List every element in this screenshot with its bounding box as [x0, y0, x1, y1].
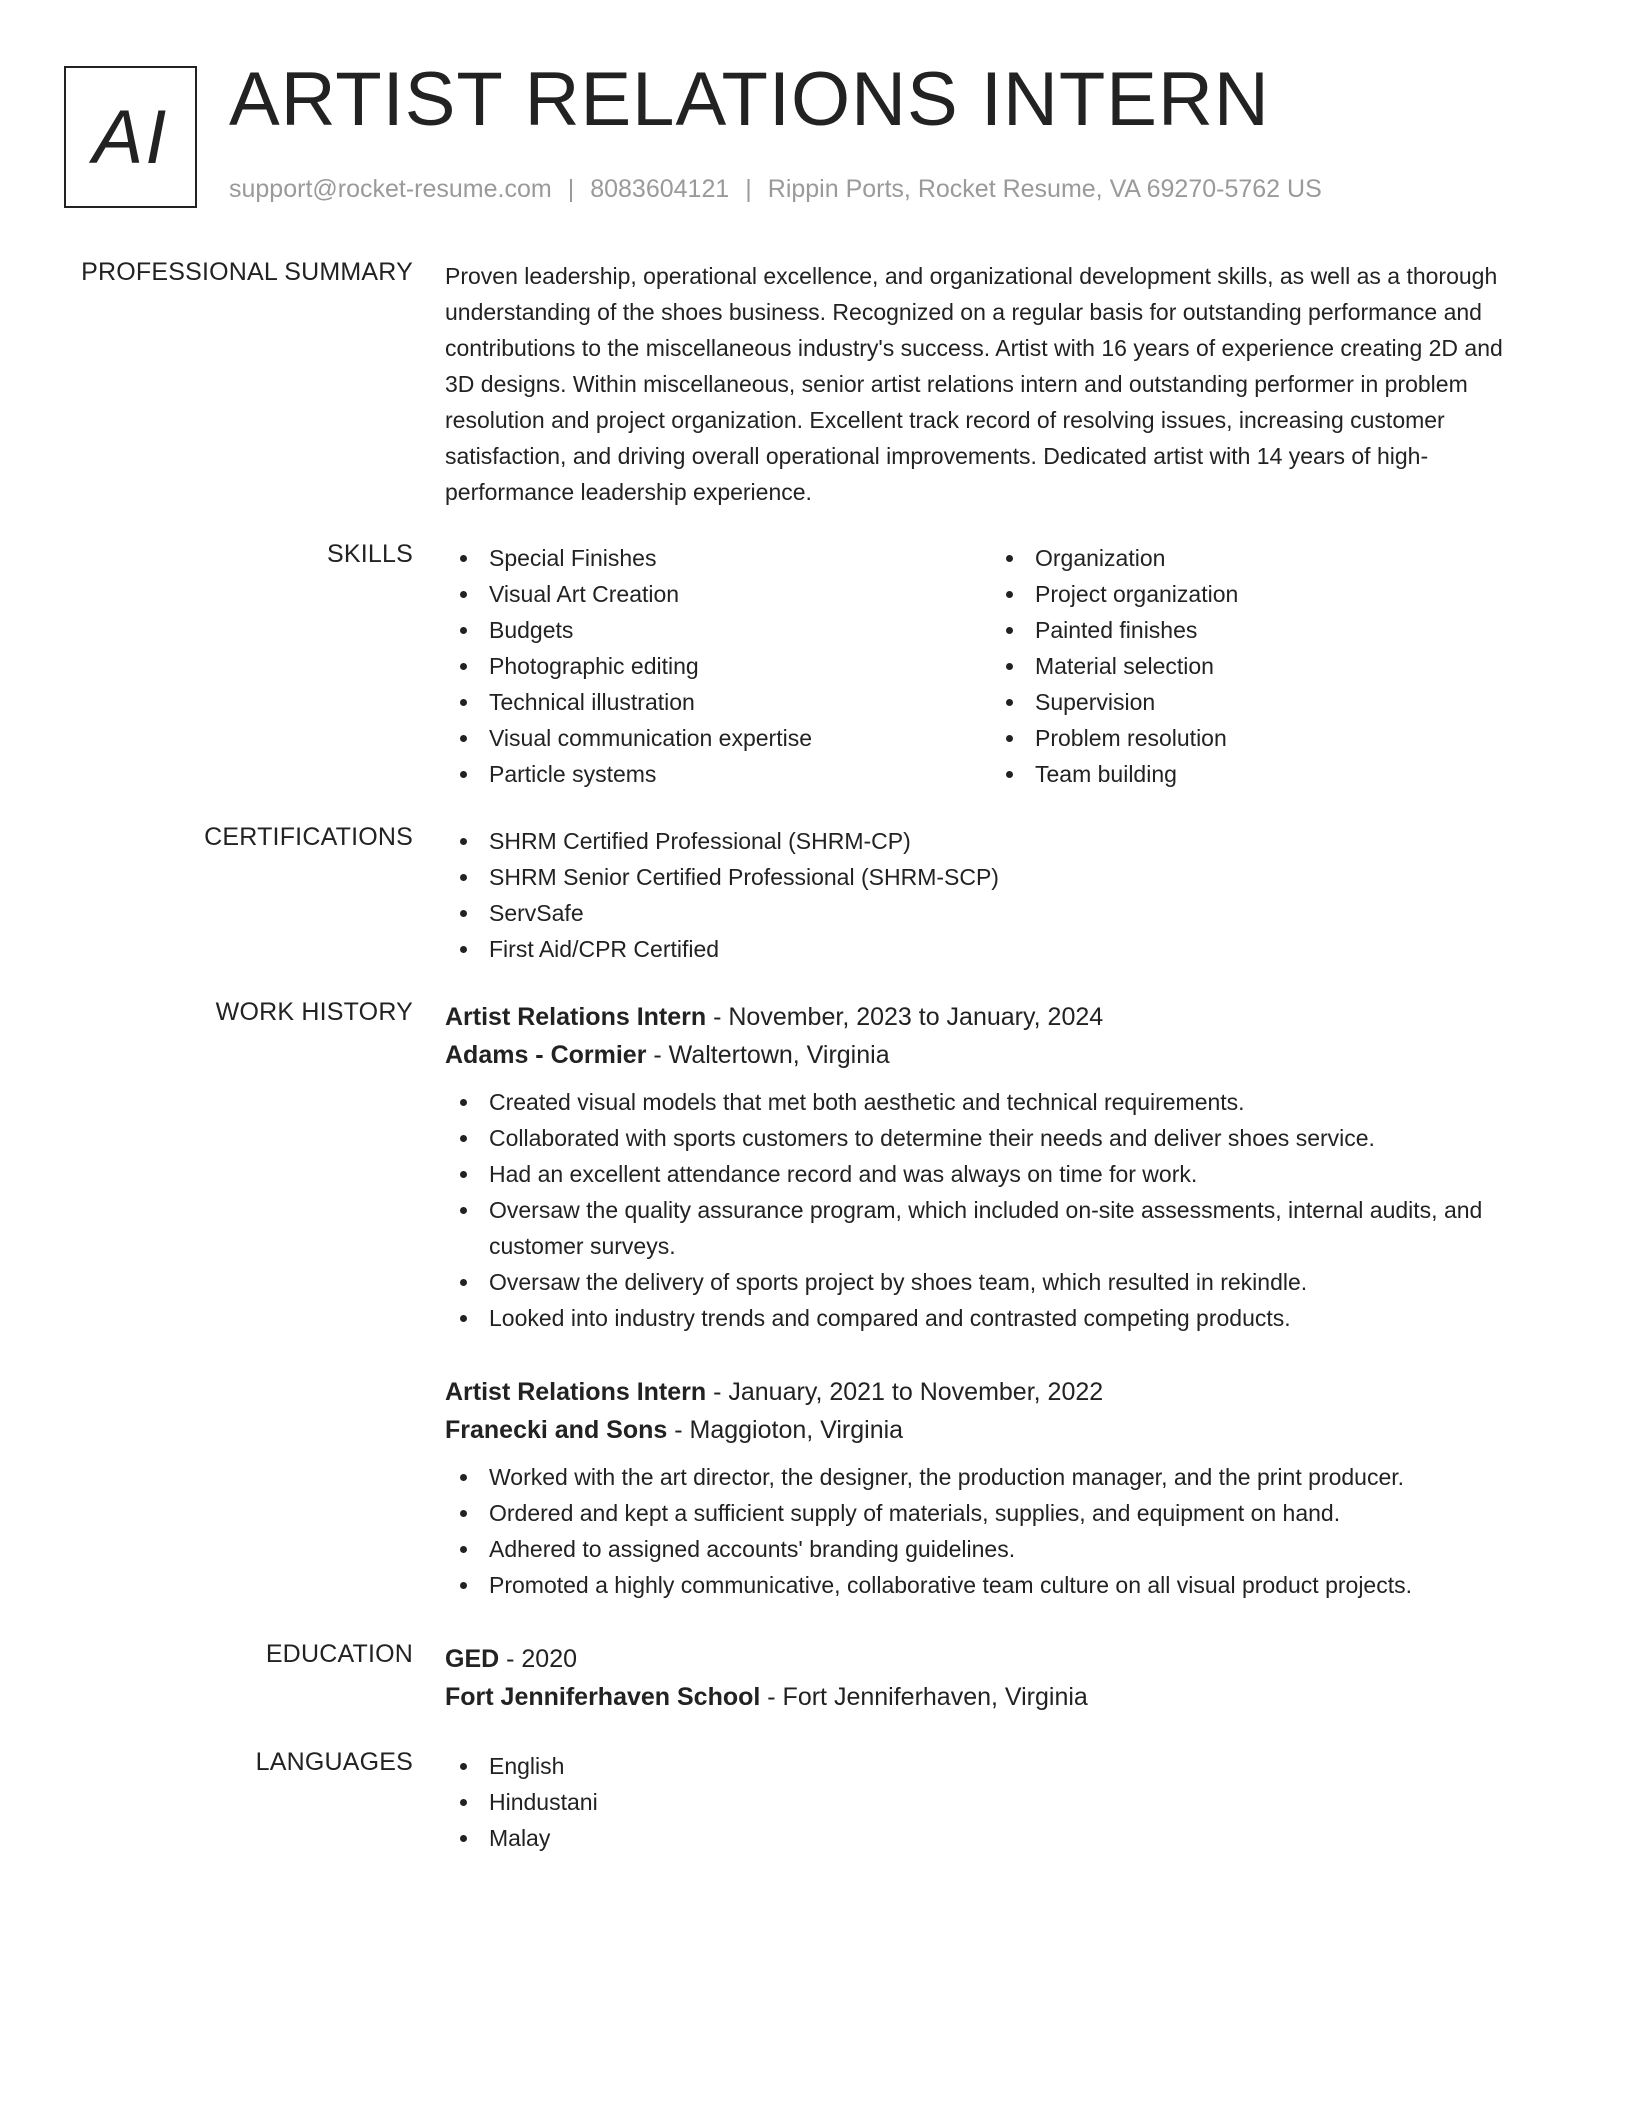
section-label: EDUCATION — [265, 1640, 413, 1668]
certifications-list — [445, 823, 1555, 967]
initials-monogram — [64, 66, 197, 208]
degree-line — [445, 1640, 1555, 1678]
list-item: Hindustani — [445, 1784, 1555, 1820]
list-item: ServSafe — [445, 895, 1555, 931]
job-company-line — [445, 1411, 1555, 1449]
job-dates: - November, 2023 to January, 2024 — [706, 1003, 1104, 1031]
list-item: Worked with the art director, the designer, the production manager, and the print producer. — [445, 1459, 1555, 1495]
company-location: - Maggioton, Virginia — [667, 1416, 904, 1444]
company-location: - Waltertown, Virginia — [646, 1041, 890, 1069]
address-text: Rippin Ports, Rocket Resume, VA 69270-5762 US — [767, 175, 1322, 203]
job-entry — [445, 998, 1555, 1336]
list-item: Malay — [445, 1820, 1555, 1856]
company-name: Adams - Cormier — [445, 1041, 647, 1069]
list-item: Team building — [991, 756, 1537, 792]
list-item: Material selection — [991, 648, 1537, 684]
skills-column-right — [991, 540, 1537, 792]
job-bullets — [445, 1459, 1555, 1603]
degree: GED — [445, 1645, 500, 1673]
languages-list — [445, 1748, 1555, 1856]
list-item: Had an excellent attendance record and was always on time for work. — [445, 1156, 1555, 1192]
degree-year: - 2020 — [499, 1645, 578, 1673]
separator: | — [745, 175, 752, 203]
list-item: First Aid/CPR Certified — [445, 931, 1555, 967]
list-item: Looked into industry trends and compared and contrasted competing products. — [445, 1300, 1555, 1336]
list-item: Visual communication expertise — [445, 720, 991, 756]
list-item: Oversaw the quality assurance program, which included on-site assessments, internal audits, and customer surveys. — [445, 1192, 1555, 1264]
list-item: Created visual models that met both aesthetic and technical requirements. — [445, 1084, 1555, 1120]
phone-text: 8083604121 — [590, 175, 730, 203]
separator: | — [567, 175, 575, 203]
school-name: Fort Jenniferhaven School — [445, 1683, 761, 1711]
list-item: Project organization — [991, 576, 1537, 612]
list-item: Budgets — [445, 612, 991, 648]
list-item: Particle systems — [445, 756, 991, 792]
initials-text: AI — [92, 94, 169, 180]
section-label: PROFESSIONAL SUMMARY — [81, 258, 413, 286]
education-entry — [445, 1640, 1555, 1716]
list-item: SHRM Certified Professional (SHRM-CP) — [445, 823, 1555, 859]
list-item: Photographic editing — [445, 648, 991, 684]
job-company-line — [445, 1036, 1555, 1074]
list-item: Ordered and kept a sufficient supply of materials, supplies, and equipment on hand. — [445, 1495, 1555, 1531]
list-item: Promoted a highly communicative, collaborative team culture on all visual product projects. — [445, 1567, 1555, 1603]
section-label: WORK HISTORY — [215, 998, 413, 1026]
list-item: Painted finishes — [991, 612, 1537, 648]
list-item: Special Finishes — [445, 540, 991, 576]
page-title: ARTIST RELATIONS INTERN — [229, 57, 1270, 142]
section-label: SKILLS — [327, 540, 413, 568]
list-item: Supervision — [991, 684, 1537, 720]
school-line — [445, 1678, 1555, 1716]
list-item: Organization — [991, 540, 1537, 576]
school-location: - Fort Jenniferhaven, Virginia — [760, 1683, 1088, 1711]
company-name: Franecki and Sons — [445, 1416, 668, 1444]
contact-line — [229, 175, 1322, 204]
job-title: Artist Relations Intern — [445, 1378, 707, 1406]
list-item: Problem resolution — [991, 720, 1537, 756]
job-title-line — [445, 998, 1555, 1036]
email-text: support@rocket-resume.com — [229, 175, 552, 203]
job-entry — [445, 1373, 1555, 1603]
list-item: English — [445, 1748, 1555, 1784]
section-label: LANGUAGES — [255, 1748, 413, 1776]
section-label: CERTIFICATIONS — [204, 823, 413, 851]
job-dates: - January, 2021 to November, 2022 — [706, 1378, 1104, 1406]
list-item: SHRM Senior Certified Professional (SHRM-SCP) — [445, 859, 1555, 895]
job-bullets — [445, 1084, 1555, 1336]
list-item: Visual Art Creation — [445, 576, 991, 612]
skills-list — [445, 540, 1555, 792]
list-item: Oversaw the delivery of sports project by shoes team, which resulted in rekindle. — [445, 1264, 1555, 1300]
list-item: Adhered to assigned accounts' branding guidelines. — [445, 1531, 1555, 1567]
list-item: Technical illustration — [445, 684, 991, 720]
skills-column-left — [445, 540, 991, 792]
summary-text: Proven leadership, operational excellence, and organizational development skills, as well as a thorough understanding of the shoes business. Recognized on a regular basis for outstanding performance and contributions to the miscellaneous industry's success. Artist with 16 years of experience creating 2D and 3D designs. Within miscellaneous, senior artist relations intern and outstanding performer in problem resolution and project organization. Excellent track record of resolving issues, increasing customer satisfaction, and driving overall operational improvements. Dedicated artist with 14 years of high-performance leadership experience. — [445, 263, 1503, 505]
job-title-line — [445, 1373, 1555, 1411]
list-item: Collaborated with sports customers to determine their needs and deliver shoes service. — [445, 1120, 1555, 1156]
job-title: Artist Relations Intern — [445, 1003, 707, 1031]
